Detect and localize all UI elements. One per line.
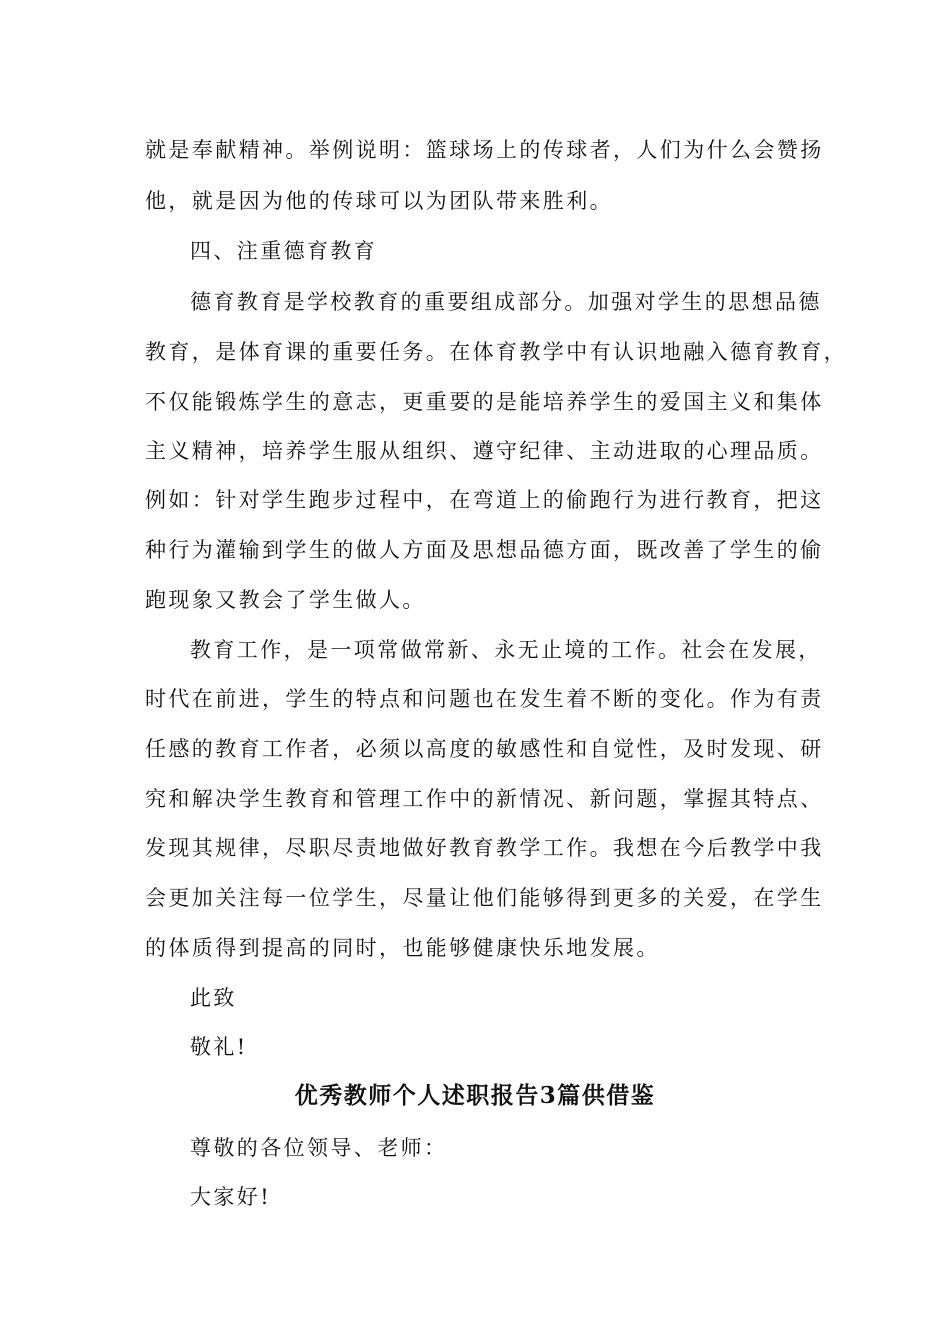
closing-line: 敬礼! [190,1035,248,1059]
paragraph-line: 的体质得到提高的同时，也能够健康快乐地发展。 [145,936,660,960]
salutation-line: 大家好! [190,1185,272,1209]
paragraph-line: 德育教育是学校教育的重要组成部分。加强对学生的思想品德 [190,290,822,314]
paragraph-line: 种行为灌输到学生的做人方面及思想品德方面，既改善了学生的偷 [145,538,824,562]
paragraph-line: 例如：针对学生跑步过程中，在弯道上的偷跑行为进行教育，把这 [145,488,824,512]
paragraph-line: 会更加关注每一位学生，尽量让他们能够得到更多的关爱，在学生 [145,886,824,910]
closing-line: 此致 [190,986,237,1010]
paragraph-line: 发现其规律，尽职尽责地做好教育教学工作。我想在今后教学中我 [145,836,824,860]
paragraph-line: 教育工作，是一项常做常新、永无止境的工作。社会在发展， [190,638,822,662]
greeting-line: 尊敬的各位领导、老师： [190,1136,448,1160]
paragraph-line: 教育，是体育课的重要任务。在体育教学中有认识地融入德育教育， [145,340,847,364]
paragraph-line: 究和解决学生教育和管理工作中的新情况、新问题，掌握其特点、 [145,787,824,811]
paragraph-line: 就是奉献精神。举例说明：篮球场上的传球者，人们为什么会赞扬 [145,138,824,162]
paragraph-line: 跑现象又教会了学生做人。 [145,588,426,612]
paragraph-line: 主义精神，培养学生服从组织、遵守纪律、主动进取的心理品质。 [145,439,824,463]
section-heading: 四、注重德育教育 [190,239,378,263]
paragraph-line: 他，就是因为他的传球可以为团队带来胜利。 [145,189,613,213]
paragraph-line: 任感的教育工作者，必须以高度的敏感性和自觉性，及时发现、研 [145,737,824,761]
paragraph-line: 不仅能锻炼学生的意志，更重要的是能培养学生的爱国主义和集体 [145,390,824,414]
paragraph-line: 时代在前进，学生的特点和问题也在发生着不断的变化。作为有责 [145,687,824,711]
section-title: 优秀教师个人述职报告3篇供借鉴 [294,1082,656,1109]
